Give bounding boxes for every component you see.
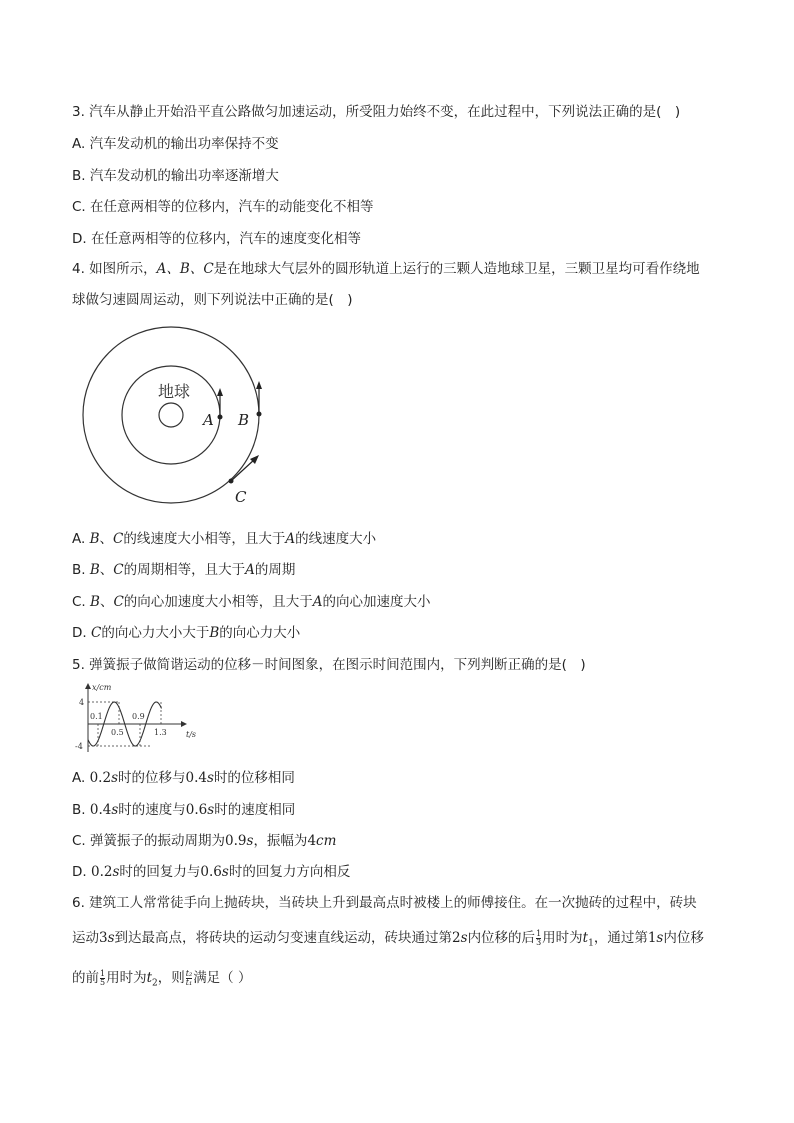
text: 、 [99,562,114,578]
opt-prefix: A. [72,531,90,547]
text: ，则 [157,970,185,986]
num: 0.4 [89,802,112,818]
q6-line1: 6. 建筑工人常常徒手向上抛砖块，当砖块上升到最高点时被楼上的师傅接住。在一次抛砖的过程中，砖块 [72,895,697,911]
q5-option-c [72,831,336,851]
arrowhead-a [217,388,223,396]
q4-stem [72,259,700,279]
q5-option-a [72,768,295,788]
q4-orbit-figure [75,324,285,514]
orbit-outer [83,327,259,503]
text: ，振幅为 [253,833,308,849]
text: 的周期 [254,562,296,578]
frac-num: 1 [100,968,106,978]
var-b: B [89,531,100,547]
xlabel: t/s [186,730,197,739]
var-a: A [312,594,323,610]
num: 1 [647,930,657,946]
text: 到达最高点，将砖块的运动匀变速直线运动，砖块通过第 [114,930,453,946]
unit: s [207,802,215,818]
num: 2 [452,930,461,946]
text: 的向心加速度大小相等，且大于 [123,594,313,610]
text: 的向心力大小 [219,625,301,641]
var-b: B [209,625,220,641]
opt-prefix: D. [72,864,91,880]
frac-num: 1 [536,928,542,938]
label-b: B [238,411,250,429]
q4-option-a [72,529,376,549]
arrowhead-b [256,381,262,389]
opt-prefix: D. [72,625,91,641]
text: 、 [99,594,114,610]
text: 用时为 [106,970,147,986]
opt-prefix: C. 弹簧振子的振动周期为 [72,833,226,849]
subscript: 2 [152,978,158,989]
text: 时的速度相同 [214,802,296,818]
t-label-09: 0.9 [132,712,145,721]
opt-prefix: A. [72,770,90,786]
q4-option-b [72,560,295,580]
var-c: C [113,562,124,578]
subscript: 1 [588,938,594,949]
frac-num: t₂ [185,968,193,978]
text: 的前 [72,970,99,986]
var-b: B [89,562,100,578]
num: 0.2 [89,770,112,786]
num: 0.6 [185,802,208,818]
q4-stem-abc: A、B、C [156,261,214,277]
num: 3 [99,930,108,946]
num: 0.4 [185,770,207,786]
text: 的向心加速度大小 [322,594,431,610]
t-label-05: 0.5 [111,728,124,737]
text: 内位移的后 [467,930,536,946]
text: 时的回复力与 [119,864,201,880]
opt-prefix: B. [72,562,90,578]
var-c: C [90,625,102,641]
label-a: A [203,411,214,429]
q4-stem-line2: 球做匀速圆周运动，则下列说法中正确的是( ) [72,292,353,308]
ylabel: x/cm [92,683,112,692]
q5-option-b [72,800,295,820]
unit: s [656,930,664,946]
q3-option-a: A. 汽车发动机的输出功率保持不变 [72,136,279,152]
frac-den: 3 [536,937,542,947]
unit: s [112,864,120,880]
text: ，通过第 [593,930,648,946]
velocity-arrow-c [231,459,255,481]
fraction-one-fifth [100,970,105,987]
text: 的线速度大小相等，且大于 [123,531,286,547]
text: 、 [99,531,114,547]
t-label-13: 1.3 [154,728,167,737]
earth [159,403,183,427]
var-a: A [245,562,255,578]
var-c: C [113,531,124,547]
unit: s [111,802,119,818]
frac-den: t₁ [185,977,193,987]
text: 满足（ ） [193,970,252,986]
q5-option-d [72,862,350,882]
num: 0.9 [225,833,247,849]
frac-den: 5 [100,977,106,987]
q3-stem: 3. 汽车从静止开始沿平直公路做匀加速运动，所受阻力始终不变，在此过程中，下列说法正确的是( ) [72,104,681,120]
q3-option-d: D. 在任意两相等的位移内，汽车的速度变化相等 [72,231,361,247]
var-b: B [90,594,100,610]
q5-xt-graph [74,680,204,756]
text: 用时为 [542,930,583,946]
q4-stem-pre: 4. 如图所示， [72,261,157,277]
q4-stem-post: 是在地球大气层外的圆形轨道上运行的三颗人造地球卫星，三颗卫星均可看作绕地 [213,261,700,277]
var-t: t [582,930,589,946]
unit: s [460,930,468,946]
text: 的线速度大小 [295,531,377,547]
text: 时的回复力方向相反 [228,864,351,880]
text: 的向心力大小大于 [101,625,210,641]
t-label-01: 0.1 [90,712,103,721]
fraction-one-third [536,930,541,947]
unit: s [246,833,254,849]
q3-option-c: C. 在任意两相等的位移内，汽车的动能变化不相等 [72,199,374,215]
text: 运动 [72,930,99,946]
q4-option-d [72,623,300,643]
q4-option-c [72,592,431,612]
fraction-t2-over-t1 [186,970,192,987]
num: 0.6 [200,864,222,880]
text: 时的位移与 [118,770,186,786]
unit: s [207,770,214,786]
num: 4 [307,833,317,849]
text: 的周期相等，且大于 [123,562,246,578]
q5-stem: 5. 弹簧振子做简谐运动的位移－时间图象，在图示时间范围内，下列判断正确的是( ) [72,657,586,673]
text: 时的速度与 [118,802,186,818]
var-t: t [146,970,153,986]
opt-prefix: C. [72,594,91,610]
unit: s [107,930,115,946]
unit: s [221,864,229,880]
q6-line2 [72,928,704,954]
y-top-label: 4 [79,698,85,707]
opt-prefix: B. [72,802,90,818]
q6-line3 [72,968,251,994]
label-c: C [235,488,247,506]
unit: cm [316,833,337,849]
var-c: C [113,594,124,610]
var-a: A [285,531,296,547]
text: 时的位移相同 [213,770,295,786]
y-bottom-label: -4 [75,742,83,751]
text: 内位移 [663,930,704,946]
unit: s [111,770,119,786]
earth-label: 地球 [158,382,191,401]
num: 0.2 [90,864,113,880]
q3-option-b: B. 汽车发动机的输出功率逐渐增大 [72,168,279,184]
